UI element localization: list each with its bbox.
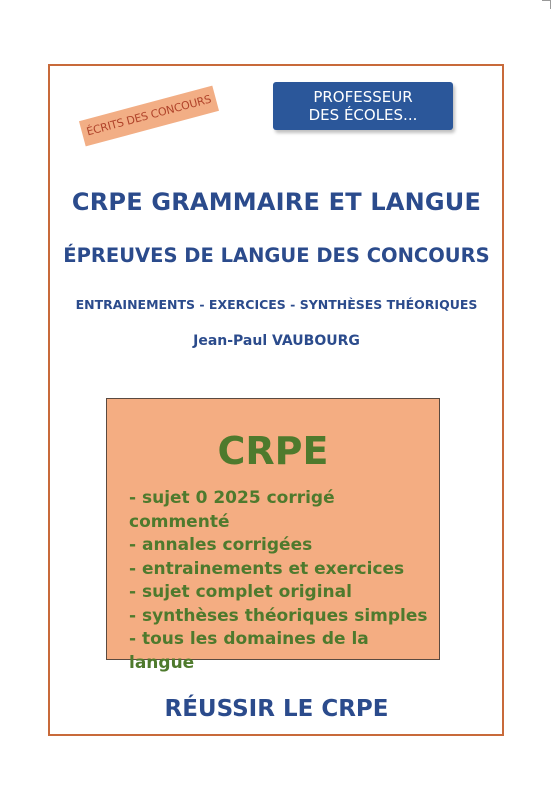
list-item: - synthèses théoriques simples [129, 605, 428, 626]
book-tagline: ENTRAINEMENTS - EXERCICES - SYNTHÈSES THÉORIQUES [75, 297, 478, 312]
list-item: - sujet 0 2025 corrigé commenté [129, 488, 335, 532]
list-item: - tous les domaines de la langue [129, 629, 369, 673]
audience-badge [273, 82, 453, 130]
author-name: Jean-Paul VAUBOURG [193, 333, 360, 349]
audience-badge-line2: DES ÉCOLES... [308, 106, 418, 124]
list-item: - annales corrigées [129, 535, 313, 555]
list-item: - sujet complet original [129, 582, 352, 602]
book-title: CRPE GRAMMAIRE ET LANGUE [71, 188, 482, 216]
crop-mark [542, 0, 551, 9]
contents-list [129, 487, 439, 675]
book-subtitle: ÉPREUVES DE LANGUE DES CONCOURS [63, 244, 490, 267]
contents-box-title: CRPE [217, 429, 329, 473]
exam-tag: ÉCRITS DES CONCOURS [79, 86, 219, 147]
footer-slogan: RÉUSSIR LE CRPE [164, 696, 389, 722]
contents-box [106, 398, 440, 673]
list-item: - entrainements et exercices [129, 558, 405, 579]
audience-badge-line1: PROFESSEUR [313, 88, 413, 106]
